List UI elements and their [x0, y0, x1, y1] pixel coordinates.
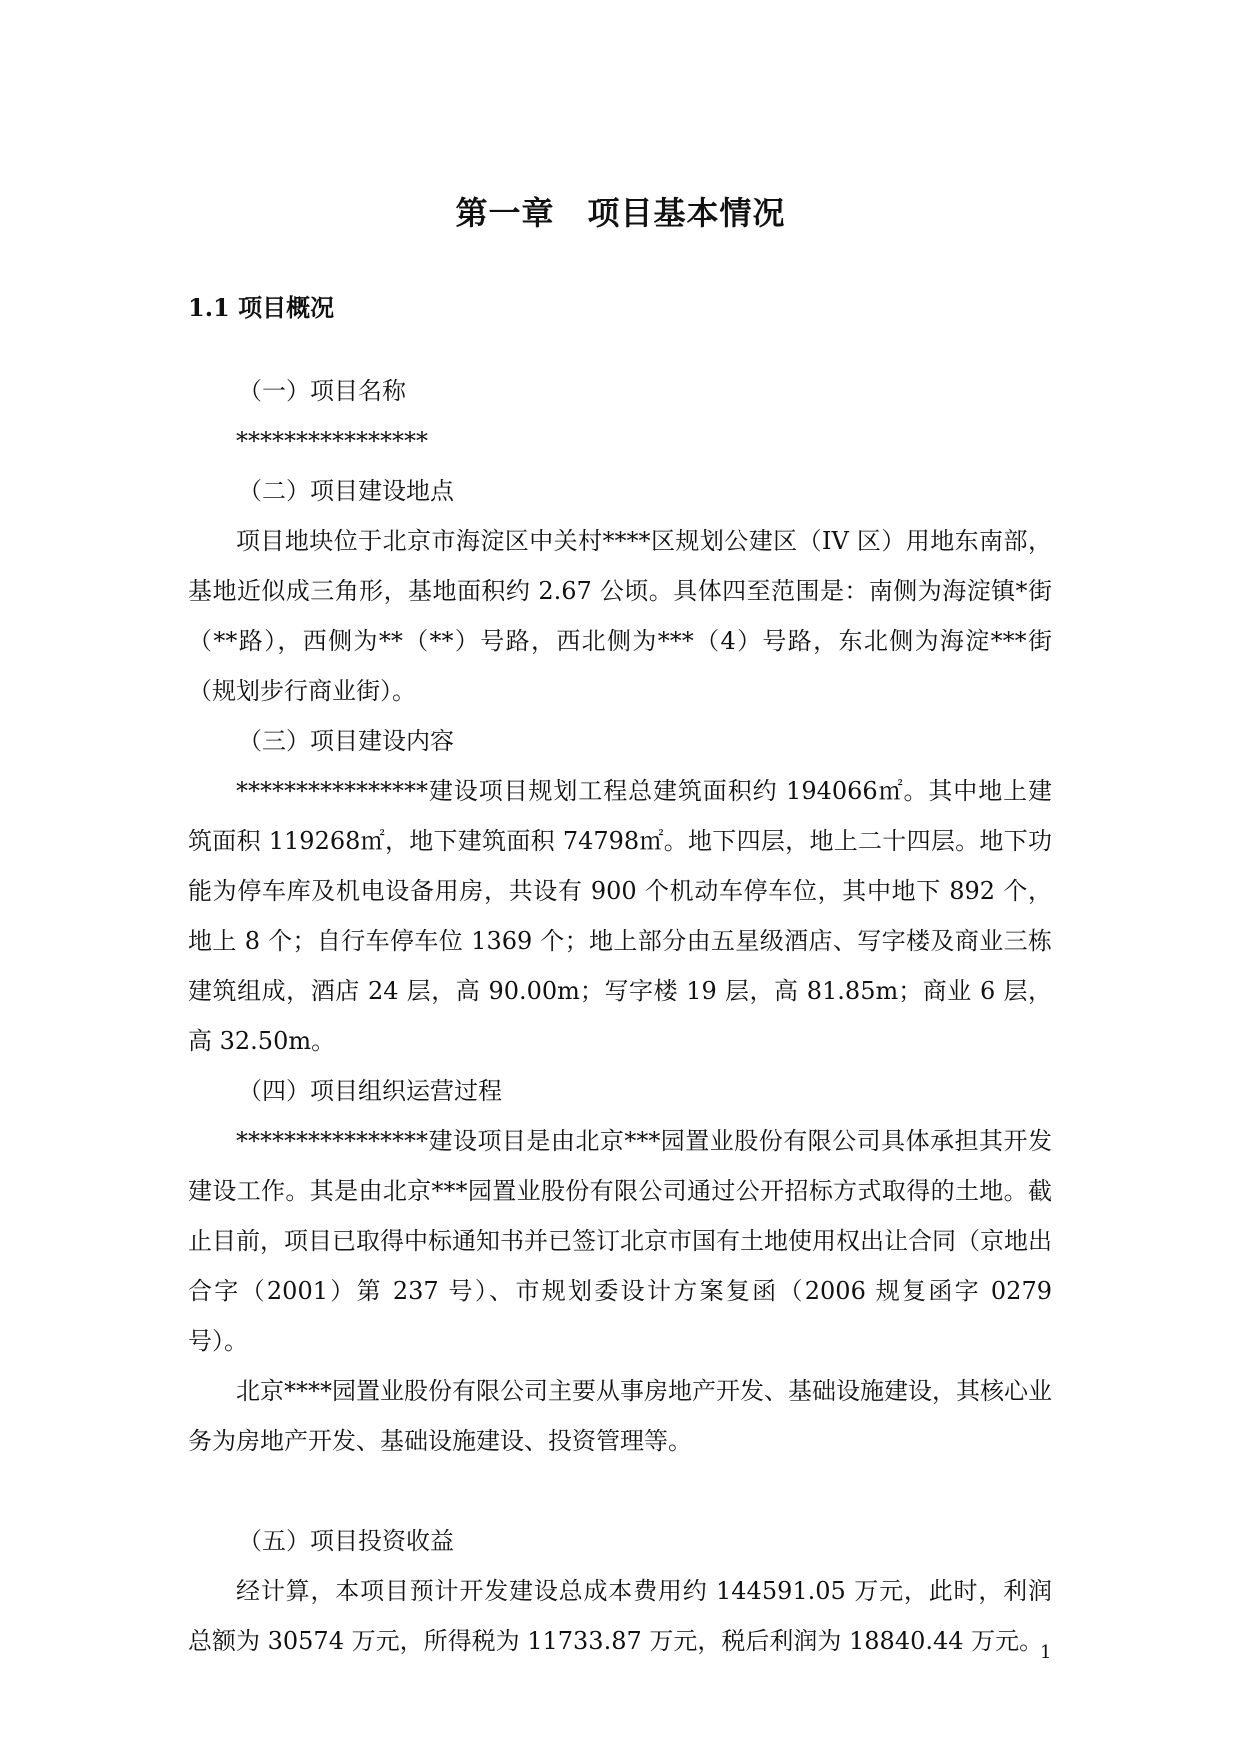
subsection-heading-content: （三）项目建设内容 — [238, 727, 454, 755]
project-content-paragraph: ****************建设项目规划工程总建筑面积约 194066㎡。其中地上建筑面积 119268㎡，地下建筑面积 74798㎡。地下四层，地上二十四层。地下功能为停车库及机电设备用房，共设有 900 个机动车停车位，其中地下 892 个，地上 8 个；自行车停车位 1369 个；地上部分由五星级酒店、写字楼及商业三栋建筑组成，酒店 24 层，高 90.00m；写字楼 19 层，高 81.85m；商业 6 层，高 32.50m。 — [188, 777, 1052, 1055]
project-operation-paragraph-2: 北京****园置业股份有限公司主要从事房地产开发、基础设施建设，其核心业务为房地产开发、基础设施建设、投资管理等。 — [188, 1377, 1052, 1455]
project-operation-paragraph-1: ****************建设项目是由北京***园置业股份有限公司具体承担其开发建设工作。其是由北京***园置业股份有限公司通过公开招标方式取得的土地。截止目前，项目已取得中标通知书并已签订北京市国有土地使用权出让合同（京地出合字（2001）第 237 号）、市规划委设计方案复函（2006 规复函字 0279 号）。 — [188, 1127, 1052, 1355]
section-heading: 1.1 项目概况 — [188, 293, 335, 322]
chapter-title: 第一章 项目基本情况 — [455, 194, 786, 232]
subsection-heading-returns: （五）项目投资收益 — [238, 1527, 454, 1555]
document-body — [188, 366, 1052, 1666]
project-location-paragraph: 项目地块位于北京市海淀区中关村****区规划公建区（IV 区）用地东南部，基地近似成三角形，基地面积约 2.67 公顷。具体四至范围是：南侧为海淀镇*街（**路），西侧为**（**）号路，西北侧为***（4）号路，东北侧为海淀***街（规划步行商业街）。 — [188, 527, 1052, 705]
subsection-heading-name: （一）项目名称 — [238, 377, 406, 405]
subsection-heading-operation: （四）项目组织运营过程 — [238, 1077, 502, 1105]
subsection-heading-location: （二）项目建设地点 — [238, 477, 454, 505]
project-name-text: **************** — [236, 427, 428, 455]
project-returns-paragraph: 经计算，本项目预计开发建设总成本费用约 144591.05 万元，此时，利润总额为 30574 万元，所得税为 11733.87 万元，税后利润为 18840.44 万元。 — [188, 1577, 1052, 1655]
page-number: 1 — [1040, 1642, 1052, 1663]
paragraph-spacer — [188, 1466, 1052, 1516]
